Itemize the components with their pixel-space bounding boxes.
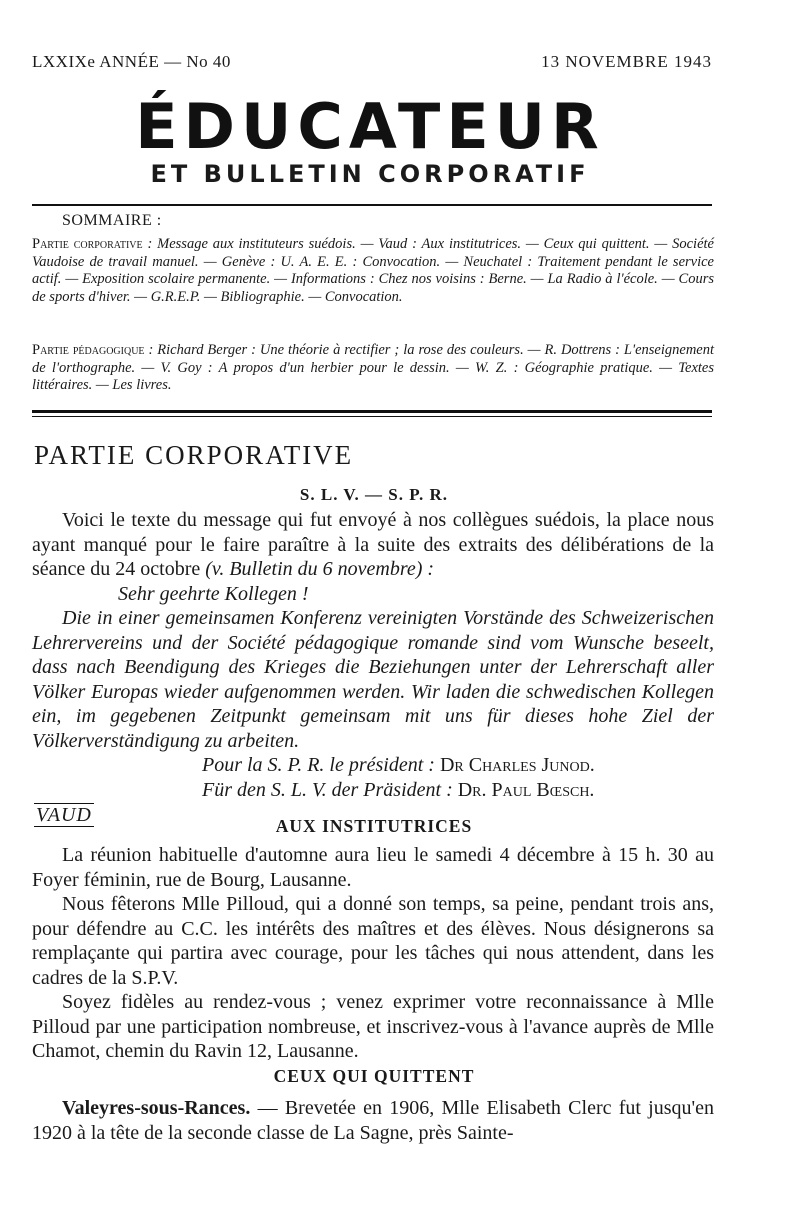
message-salutation: Sehr geehrte Kollegen ! [118, 582, 309, 605]
signature-spr-name: Dr Charles Junod. [439, 754, 595, 776]
signature-slv-role: Für den S. L. V. der Präsident : [202, 778, 453, 801]
signature-slv [32, 778, 714, 803]
vaud-tag: VAUD [36, 804, 92, 826]
signature-spr [32, 753, 714, 778]
vaud-p3: Soyez fidèles au rendez-vous ; venez exprimer votre reconnaissance à Mlle Pilloud par une participation nombreuse, et inscrivez-vous à l'avance auprès de Mlle Chamot, chemin du Ravin 12, Lausanne. [32, 991, 714, 1062]
journal-title: ÉDUCATEUR [135, 90, 605, 163]
signature-spr-role: Pour la S. P. R. le président : [202, 754, 435, 776]
message-intro [32, 508, 714, 582]
signature-slv-name: Dr. Paul Bœsch. [457, 778, 595, 801]
section-title: PARTIE CORPORATIVE [34, 440, 354, 470]
vaud-block [32, 843, 714, 1064]
ceux-lead: Valeyres-sous-Rances. [62, 1097, 251, 1119]
message-german: Die in einer gemeinsamen Konferenz vereinigten Vorstände des Schweizerischen Lehrervereins und der Société pédagogique romande sind vom Wunsche beseelt, dass nach Beendigung des Krieges die Beziehungen unter der Lehrerschaft aller Völker Europas wieder aufgenommen werden. Wir laden die schwedischen Kollegen ein, im gegebenen Zeitpunkt gemeinsam mit uns für dieses hohe Ziel der Völkerverständigung zu arbeiten. [32, 607, 714, 752]
issue-date: 13 NOVEMBRE 1943 [541, 52, 712, 71]
sommaire-ped-heading: Partie pédagogique [32, 342, 145, 358]
journal-subtitle: ET BULLETIN CORPORATIF [150, 160, 590, 188]
slv-spr-heading: S. L. V. — S. P. R. [299, 485, 449, 504]
message-intro-text: Voici le texte du message qui fut envoyé à nos collègues suédois, la place nous ayant manqué pour le faire paraître à la suite des extraits des délibérations de la séance du 24 octobre [32, 509, 714, 580]
header-rule [32, 204, 712, 206]
vaud-p2: Nous fêterons Mlle Pilloud, qui a donné son temps, sa peine, pendant trois ans, pour défendre au C.C. les intérêts des maîtres et des élèves. Nous désignerons sa remplaçante qui partira avec courage, pour les tâches qui nous attendent, dans les cadres de la S.P.V. [32, 893, 714, 989]
issue-number: LXXIXe ANNÉE — No 40 [32, 52, 231, 71]
aux-institutrices-heading: AUX INSTITUTRICES [275, 816, 473, 836]
ceux-qui-quittent-heading: CEUX QUI QUITTENT [273, 1066, 475, 1086]
sommaire-rule-thin [32, 416, 712, 417]
sommaire-label: SOMMAIRE : [62, 212, 162, 229]
ceux-block [32, 1096, 714, 1145]
ceux-text: — Brevetée en 1906, Mlle Elisabeth Clerc fut jusqu'en 1920 à la tête de la seconde classe de La Sagne, près Sainte- [32, 1097, 714, 1144]
vaud-p1: La réunion habituelle d'automne aura lieu le samedi 4 décembre à 15 h. 30 au Foyer féminin, rue de Bourg, Lausanne. [32, 844, 714, 891]
sommaire-pedagogique [32, 342, 714, 395]
sommaire-corp-heading: Partie corporative [32, 236, 143, 252]
message-intro-ref: (v. Bulletin du 6 novembre) : [205, 558, 435, 580]
sommaire-corporative [32, 236, 714, 306]
ceux-paragraph [32, 1096, 714, 1145]
sommaire-corp-text: : Message aux instituteurs suédois. — Vaud : Aux institutrices. — Ceux qui quittent. — Société Vaudoise de travail manuel. — Genève : U. A. E. E. : Convocation. — Neuchatel : Traitement pendant le service actif. — Exposition scolaire permanente. — Informations : Chez nos voisins : Berne. — La Radio à l'école. — Cours de sports d'hiver. — G.R.E.P. — Bibliographie. — Convocation. [32, 236, 714, 305]
sommaire-ped-text: : Richard Berger : Une théorie à rectifier ; la rose des couleurs. — R. Dottrens : L'enseignement de l'orthographe. — V. Goy : A propos d'un herbier pour le dessin. — W. Z. : Géographie pratique. — Textes littéraires. — Les livres. [32, 342, 715, 394]
sommaire-rule-thick [32, 410, 712, 413]
message-block [32, 508, 714, 802]
